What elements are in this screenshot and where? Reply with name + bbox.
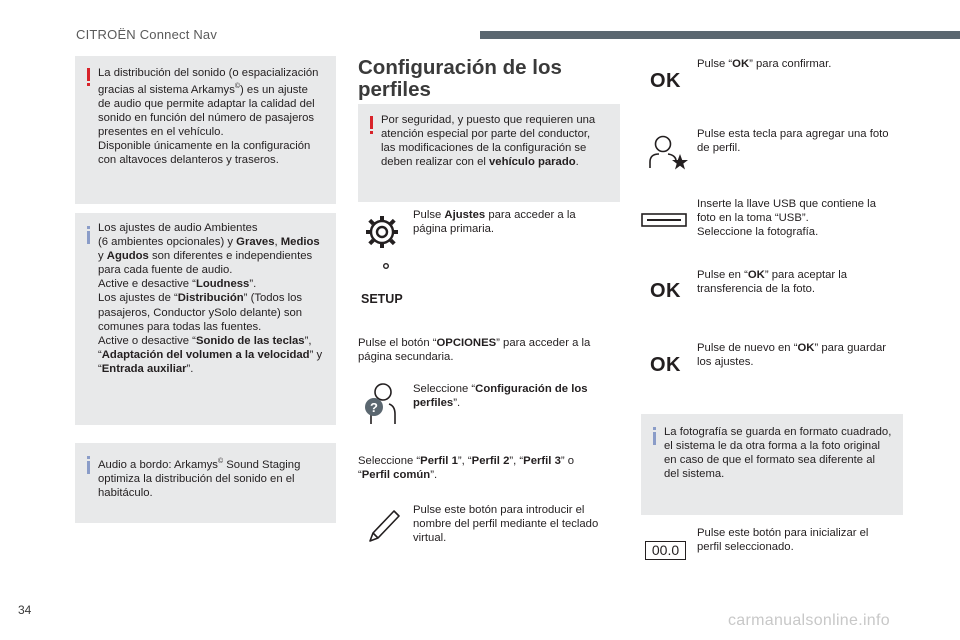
- ok-button-icon: OK: [650, 70, 681, 92]
- text-line: Active e desactive “Loudness”.: [98, 278, 257, 291]
- text-line: “Entrada auxiliar”.: [98, 362, 194, 375]
- warning-exclamation-icon: [370, 116, 373, 134]
- info-icon: [653, 427, 656, 445]
- text-line: para cada fuente de audio.: [98, 264, 233, 277]
- text-line: habitáculo.: [98, 486, 153, 499]
- ok-confirm-instruction: Pulse “OK” para confirmar.: [697, 58, 832, 70]
- accept-transfer-instruction: Pulse en “OK” para aceptar la transferencia de la foto.: [697, 269, 848, 296]
- text-line: La distribución del sonido (o espacialización: [98, 67, 319, 79]
- info-box-audio-settings: [75, 213, 336, 425]
- text-line: el sistema le da otra forma a la foto original: [664, 440, 881, 453]
- text-line: Los ajustes de audio Ambientes: [98, 222, 258, 234]
- text-line: Por seguridad, y puesto que requieren una: [381, 114, 596, 126]
- text-line: La fotografía se guarda en formato cuadrado,: [664, 426, 892, 438]
- page-number: 34: [18, 603, 32, 617]
- text-line: Audio a bordo: Arkamys© Sound Staging: [98, 458, 301, 471]
- usb-slot-icon: [641, 213, 687, 227]
- text-line: Disponible únicamente en la configuración: [98, 140, 311, 153]
- text-line: deben realizar con el vehículo parado.: [381, 156, 579, 169]
- options-instruction: Pulse el botón “OPCIONES” para acceder a la página secundaria.: [358, 337, 591, 364]
- text-line: y Agudos son diferentes e independientes: [98, 250, 313, 263]
- svg-text:?: ?: [370, 400, 378, 415]
- setup-instruction: Pulse Ajustes para acceder a la página primaria.: [413, 209, 576, 236]
- profiles-config-instruction: Seleccione “Configuración de los perfiles”.: [413, 383, 588, 410]
- watermark: carmanualsonline.info: [728, 612, 890, 629]
- info-box-arkamys: [75, 443, 336, 523]
- info-icon: [87, 456, 90, 474]
- section-title: Configuración de los perfiles: [358, 56, 562, 101]
- text-line: las modificaciones de la configuración se: [381, 142, 587, 155]
- ok-button-icon: OK: [650, 280, 681, 302]
- text-line: gracias al sistema Arkamys©) es un ajuste: [98, 83, 308, 96]
- text-line: presentes en el vehículo.: [98, 126, 224, 139]
- select-profile-instruction: Seleccione “Perfil 1”, “Perfil 2”, “Perfil 3” o “Perfil común”.: [358, 455, 575, 482]
- info-box-photo-format: [641, 414, 903, 515]
- text-line: Los ajustes de “Distribución” (Todos los: [98, 292, 303, 305]
- profile-settings-icon: [361, 380, 401, 426]
- add-photo-instruction: Pulse esta tecla para agregar una foto de perfil.: [697, 128, 889, 155]
- ok-button-icon: OK: [650, 354, 681, 376]
- reset-counter-icon: 00.0: [645, 541, 686, 560]
- info-icon: [87, 226, 90, 244]
- text-line: (6 ambientes opcionales) y Graves, Medios: [98, 236, 320, 249]
- warning-box-sound-distribution: [75, 56, 336, 204]
- text-line: con altavoces delanteros y traseros.: [98, 154, 279, 167]
- header-bar: [480, 31, 960, 39]
- text-line: pasajeros, Conductor ySolo delante) son: [98, 306, 303, 319]
- save-settings-instruction: Pulse de nuevo en “OK” para guardar los ajustes.: [697, 342, 887, 369]
- text-line: del sistema.: [664, 468, 725, 481]
- text-line: de audio que permite adaptar la calidad del: [98, 97, 315, 110]
- warning-box-vehicle-stopped: [358, 104, 620, 202]
- setup-label: SETUP: [361, 292, 403, 306]
- text-line: optimiza la distribución del sonido en el: [98, 472, 295, 485]
- text-line: atención especial por parte del conductor,: [381, 128, 591, 141]
- text-line: sonido en función del número de pasajeros: [98, 112, 315, 125]
- reset-profile-instruction: Pulse este botón para inicializar el perfil seleccionado.: [697, 527, 869, 554]
- text-line: Active o desactive “Sonido de las teclas”,: [98, 334, 312, 347]
- warning-exclamation-icon: [87, 68, 90, 86]
- edit-name-instruction: Pulse este botón para introducir el nombre del perfil mediante el teclado virtual.: [413, 504, 599, 545]
- settings-gear-icon: [364, 214, 400, 274]
- add-profile-photo-icon: [647, 134, 689, 170]
- usb-instruction: Inserte la llave USB que contiene la foto en la toma “USB”. Seleccione la fotografía.: [697, 198, 876, 239]
- text-line: en caso de que el formato sea diferente al: [664, 454, 876, 467]
- running-header-title: CITROËN Connect Nav: [76, 27, 218, 42]
- pencil-edit-icon: [366, 505, 402, 545]
- text-line: comunes para todas las fuentes.: [98, 320, 262, 333]
- text-line: “Adaptación del volumen a la velocidad” y: [98, 348, 323, 361]
